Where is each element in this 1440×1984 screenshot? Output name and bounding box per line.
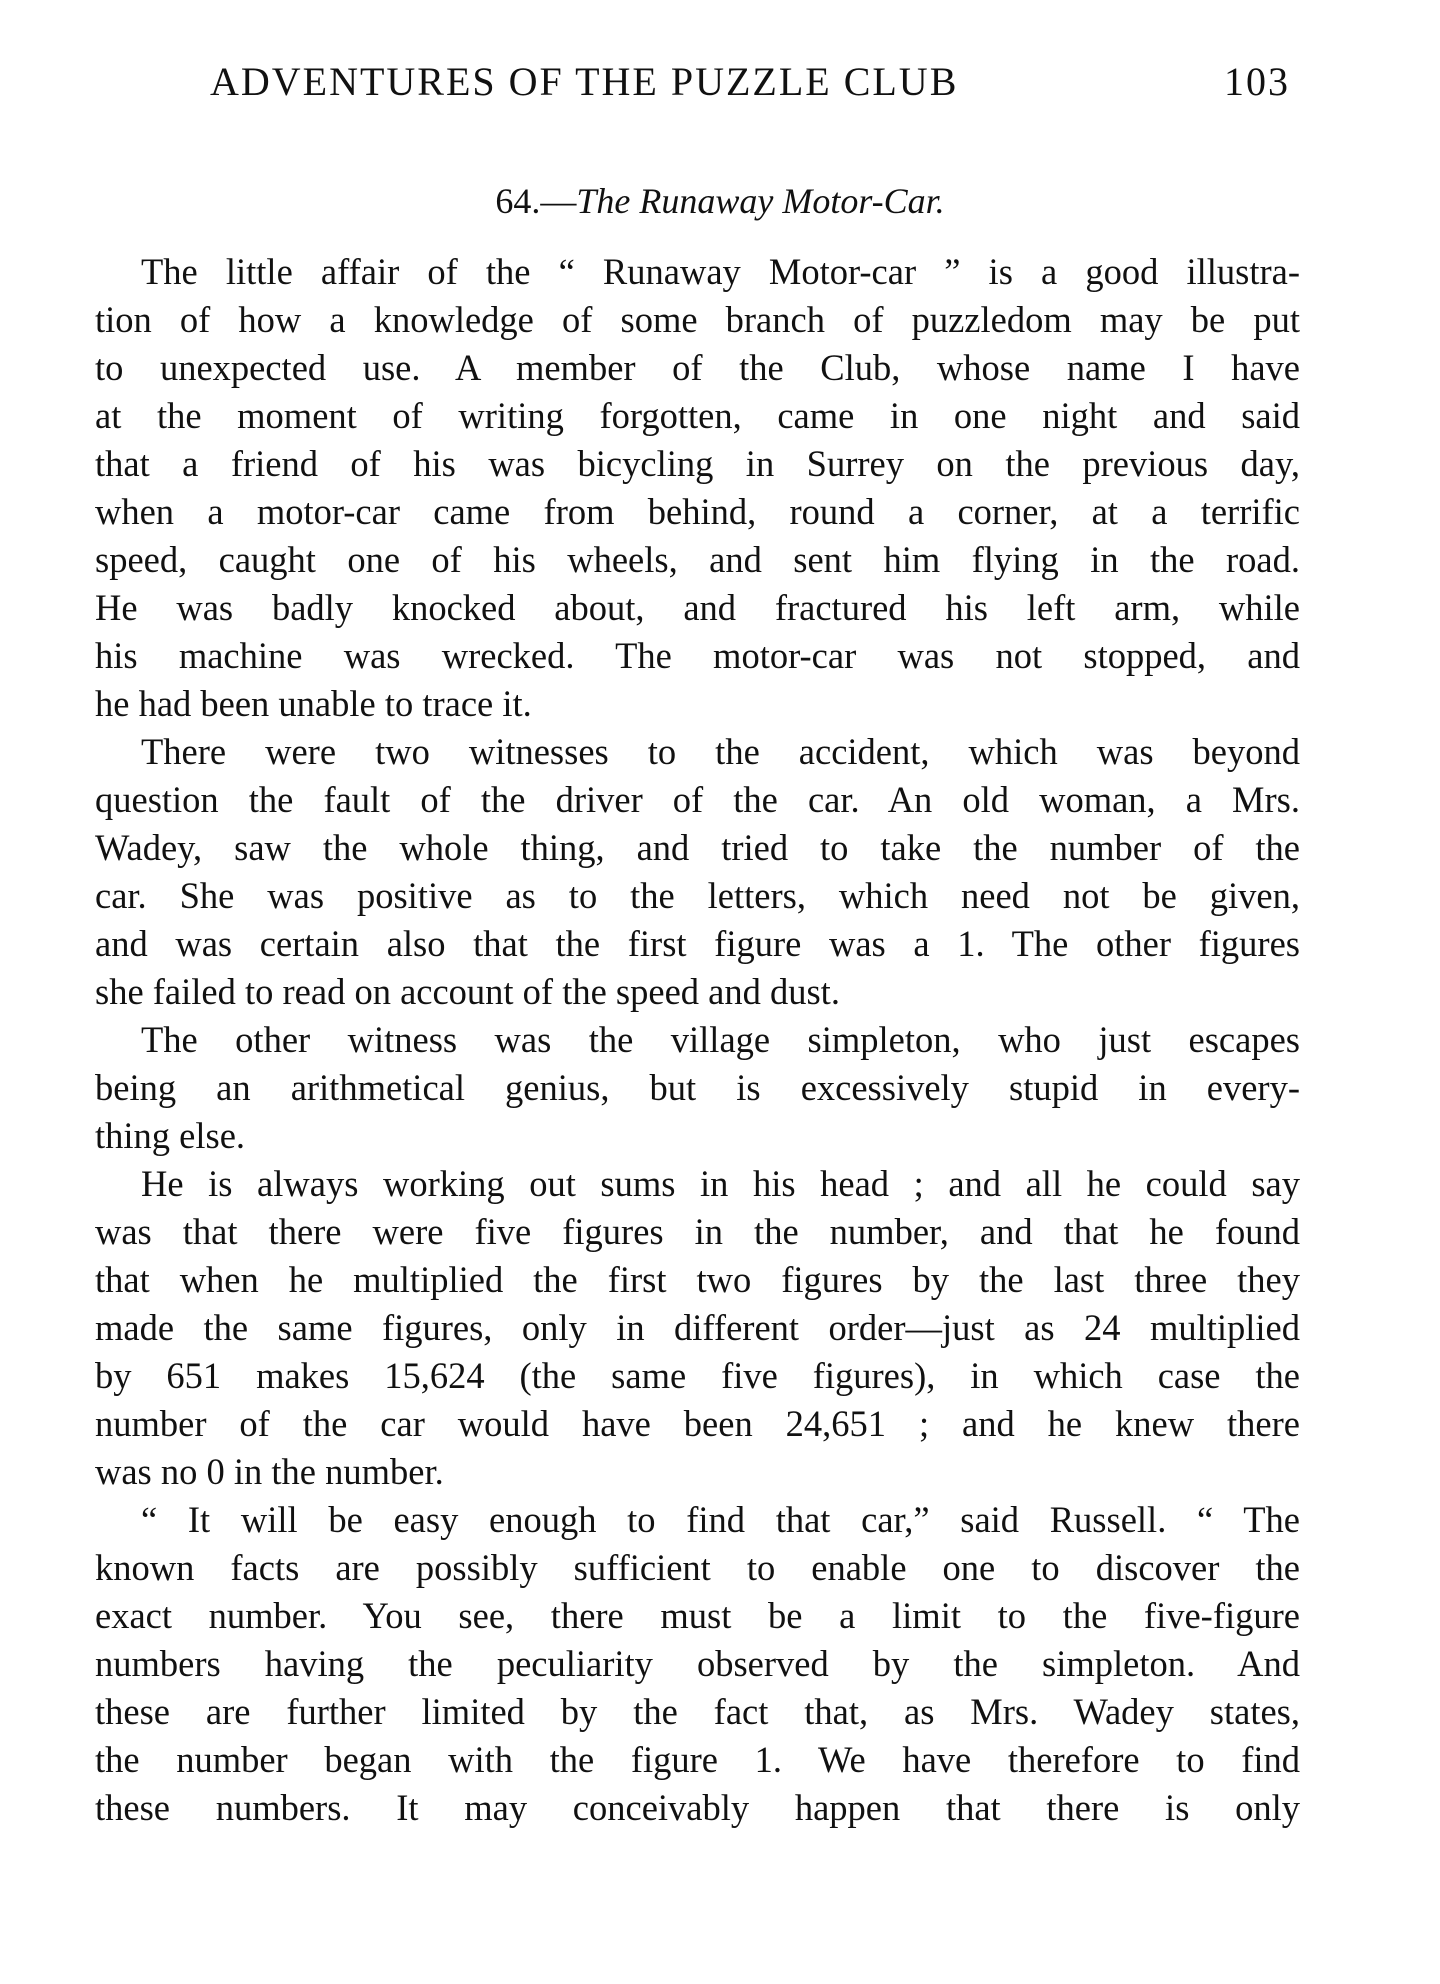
section-title: The Runaway Motor-Car. xyxy=(576,181,945,221)
text-line: question the fault of the driver of the car. An old woman, a Mrs. xyxy=(95,779,1300,820)
text-line: He was badly knocked about, and fractured his left arm, while xyxy=(95,587,1300,628)
text-line: she failed to read on account of the speed and dust. xyxy=(95,971,840,1012)
text-line: He is always working out sums in his head ; and all he could say xyxy=(141,1163,1300,1204)
running-title: ADVENTURES OF THE PUZZLE CLUB xyxy=(210,59,959,104)
paragraph xyxy=(95,1160,1300,1496)
text-line: made the same figures, only in different order—just as 24 multiplied xyxy=(95,1307,1300,1348)
paragraph xyxy=(95,1016,1300,1160)
page-number: 103 xyxy=(1224,59,1290,104)
text-line: “ It will be easy enough to find that car,” said Russell. “ The xyxy=(141,1499,1300,1540)
text-line: numbers having the peculiarity observed by the simpleton. And xyxy=(95,1643,1300,1684)
text-line: number of the car would have been 24,651 ; and he knew there xyxy=(95,1403,1300,1444)
text-line: these numbers. It may conceivably happen that there is only xyxy=(95,1787,1300,1828)
text-line: was that there were five figures in the number, and that he found xyxy=(95,1211,1300,1252)
paragraph xyxy=(95,248,1300,728)
text-line: by 651 makes 15,624 (the same five figures), in which case the xyxy=(95,1355,1300,1396)
text-line: to unexpected use. A member of the Club, whose name I have xyxy=(95,347,1300,388)
section-number: 64.— xyxy=(495,181,577,221)
text-line: The other witness was the village simpleton, who just escapes xyxy=(141,1019,1300,1060)
text-line: the number began with the figure 1. We have therefore to find xyxy=(95,1739,1300,1780)
body-text xyxy=(95,248,1300,1832)
paragraph xyxy=(95,1496,1300,1832)
text-line: The little affair of the “ Runaway Motor-car ” is a good illustra- xyxy=(141,251,1300,292)
text-line: speed, caught one of his wheels, and sent him flying in the road. xyxy=(95,539,1300,580)
text-line: these are further limited by the fact that, as Mrs. Wadey states, xyxy=(95,1691,1300,1732)
text-line: at the moment of writing forgotten, came in one night and said xyxy=(95,395,1300,436)
text-line: being an arithmetical genius, but is excessively stupid in every- xyxy=(95,1067,1300,1108)
text-line: that when he multiplied the first two figures by the last three they xyxy=(95,1259,1300,1300)
text-line: was no 0 in the number. xyxy=(95,1451,444,1492)
section-heading xyxy=(0,180,1440,222)
text-line: and was certain also that the first figure was a 1. The other figures xyxy=(95,923,1300,964)
text-line: There were two witnesses to the accident, which was beyond xyxy=(141,731,1300,772)
text-line: thing else. xyxy=(95,1115,246,1156)
text-line: when a motor-car came from behind, round a corner, at a terrific xyxy=(95,491,1300,532)
paragraph xyxy=(95,728,1300,1016)
text-line: known facts are possibly sufficient to enable one to discover the xyxy=(95,1547,1300,1588)
text-line: he had been unable to trace it. xyxy=(95,683,532,724)
text-line: his machine was wrecked. The motor-car was not stopped, and xyxy=(95,635,1300,676)
text-line: tion of how a knowledge of some branch of puzzledom may be put xyxy=(95,299,1300,340)
text-line: Wadey, saw the whole thing, and tried to take the number of the xyxy=(95,827,1300,868)
text-line: exact number. You see, there must be a limit to the five-figure xyxy=(95,1595,1300,1636)
text-line: that a friend of his was bicycling in Surrey on the previous day, xyxy=(95,443,1300,484)
text-line: car. She was positive as to the letters, which need not be given, xyxy=(95,875,1300,916)
